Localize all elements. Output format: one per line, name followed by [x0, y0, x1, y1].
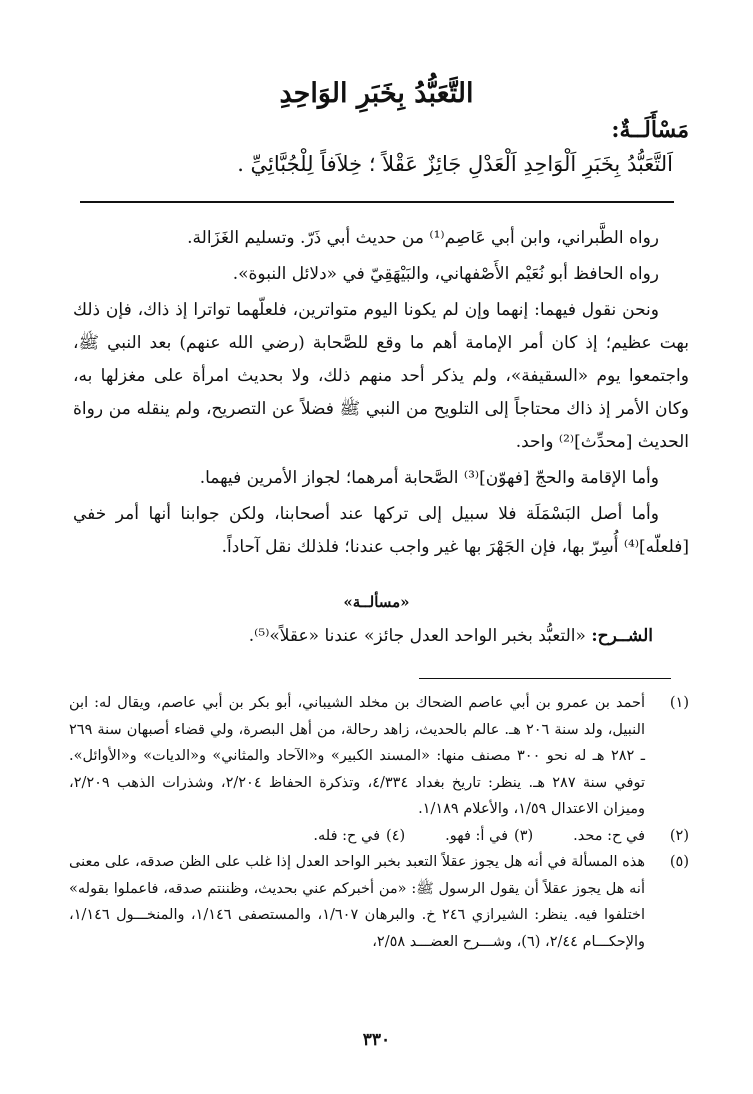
footnote-text: في ح: محد. [573, 827, 645, 844]
paragraph: وأما الإقامة والحجّ [فهوّن]⁽³⁾ الصَّحابة أمرهما؛ لجواز الأمرين فيهما. [199, 468, 659, 488]
footnote-text: في ح: فله. [313, 827, 381, 844]
footnote-text: في أ: فهو. [445, 827, 509, 844]
footnote-number: (١) [669, 695, 689, 711]
paragraph: وأما أصل البَسْمَلَة فلا سبيل إلى تركها عند أصحابنا، ولكن جوابنا أنها أمر خفي [فلعلّه]⁽⁴⁾ أُسِرّ بها، فإن الجَهْرَ بها غير واجب عندنا؛ فلذلك نقل آحاداً. [73, 504, 689, 557]
paragraph: رواه الحافظ أبو نُعَيْم الأَصْفهاني، والبَيْهَقِيّ في «دلائل النبوة». [232, 264, 659, 284]
footnote-number: (٥) [669, 854, 689, 870]
paragraph: ونحن نقول فيهما: إنهما وإن لم يكونا اليوم متواترين، فلعلّهما تواترا إذ ذاك، فإن ذلك بهت عظيم؛ إذ كان أمر الإمامة أهم ما وقع للصَّحابة (رضي الله عنهم) بعد النبي ﷺ، واجتمعوا يوم «السقيفة»، ولم يذكر أحد منهم ذلك، ولا بحديث امرأة على مغزلها به، وكان الأمر إذ ذاك محتاجاً إلى التلويح من النبي ﷺ فضلاً عن التصريح، ولم ينقله من رواة الحديث [محدِّث]⁽²⁾ واحد. [73, 300, 689, 452]
footnotes [69, 690, 689, 955]
masala-heading: مَسْأَلَــةٌ: [611, 117, 689, 143]
footnote [69, 849, 689, 955]
main-text [73, 222, 689, 564]
masala-text: اَلتَّعَبُّدُ بِخَبَرِ اَلْوَاحِدِ اَلْعَدْلِ جَائِزٌ عَقْلاً ؛ خِلاَفاً لِلْجُبَّائِيِّ . [237, 152, 673, 176]
footnote [69, 690, 689, 823]
footnote-number: (٤) [386, 827, 406, 844]
chapter-title: التَّعَبُّدُ بِخَبَرِ الوَاحِدِ [279, 78, 474, 109]
footnote-row [69, 823, 689, 850]
footnote-number: (٣) [514, 827, 534, 844]
sharh-text: «التعبُّد بخبر الواحد العدل جائز» عندنا «عقلاً»⁽⁵⁾. [248, 626, 586, 646]
paragraph: رواه الطَّبراني، وابن أبي عَاصِم⁽¹⁾ من حديث أبي ذَرّ. وتسليم الغَزَالة. [187, 228, 659, 248]
footnote-divider [419, 678, 671, 679]
sub-heading: «مسألــة» [343, 593, 410, 611]
page-number: ٣٣٠ [362, 1030, 391, 1050]
footnote-text: أحمد بن عمرو بن أبي عاصم الضحاك بن مخلد الشيباني، أبو بكر بن أبي عاصم، ويقال له: ابن النبيل، ولد سنة ٢٠٦ هـ. عالم بالحديث، زاهد رحالة، من أهل البصرة، ولي قضاء أصبهان سنة ٢٦٩ ـ ٢٨٢ هـ له نحو ٣٠٠ مصنف منها: «المسند الكبير» و«الآحاد والمثاني» و«الديات» و«الأوائل». توفي سنة ٢٨٧ هـ. ينظر: تاريخ بغداد ٤/٣٣٤، وتذكرة الحفاظ ٢/٢٠٤، وشذرات الذهب ٢/٢٠٩، وميزان الاعتدال ١/٥٩، والأعلام ١/١٨٩. [69, 695, 645, 817]
top-divider [80, 201, 674, 203]
sharh-label: الشــرح: [591, 626, 653, 646]
sharh-line [249, 626, 653, 646]
footnote-number: (٢) [669, 827, 689, 844]
footnote-text: هذه المسألة في أنه هل يجوز عقلاً التعبد بخبر الواحد العدل إذا غلب على الظن صدقه، على معنى أنه هل يجوز عقلاً أن يقول الرسول ﷺ: «من أخبركم عني بحديث، وظننتم صدقه، فاعملوا بقوله» اختلفوا فيه. ينظر: الشيرازي ٢٤٦ خ. والبرهان ١/٦٠٧، والمستصفى ١/١٤٦، والمنخـــول ١/١٤٦، والإحكـــام ٢/٤٤، (٦)، وشـــرح العضـــد ٢/٥٨، [69, 854, 645, 950]
